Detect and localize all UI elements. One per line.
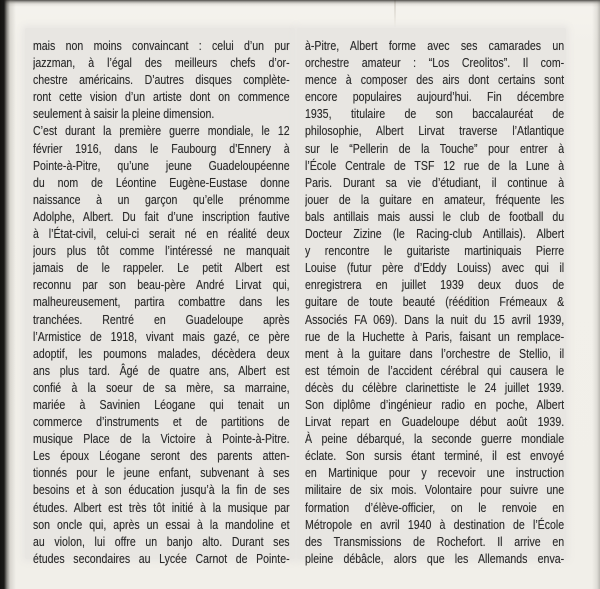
text-line: formation d’élève-officier, on le renvoie en — [305, 499, 565, 515]
scan-edge-right — [592, 0, 600, 589]
text-line: jouer de la guitare en amateur, fréquente les — [305, 191, 565, 207]
text-line: études secondaires au Lycée Carnot de Pointe- — [33, 550, 290, 566]
scan-scratch-artifact — [394, 0, 396, 28]
text-line: rue de la Huchette à Paris, faisant un remplace- — [305, 328, 565, 344]
text-column-left — [33, 37, 290, 567]
text-line: confié à la soeur de sa mère, sa marraine, — [33, 379, 290, 395]
text-line: à-Pitre, Albert forme avec ses camarades un — [305, 38, 565, 53]
text-line: au violon, lui offre un banjo alto. Durant ses — [33, 533, 290, 549]
text-line: son oncle qui, après un essai à la mandoline et — [33, 516, 290, 532]
text-line: mariée à Savinien Léogane qui tenait un — [33, 396, 290, 412]
text-line: mais non moins convaincant : celui d’un pur — [33, 38, 290, 53]
text-line: Les époux Léogane seront des parents atten- — [33, 448, 290, 464]
text-line: malheureusement, partira combattre dans les — [33, 294, 290, 310]
text-line: 1935, titulaire de son baccalauréat de — [305, 106, 565, 122]
text-line: Adolphe, Albert. Du fait d’une inscription fautive — [33, 208, 290, 224]
text-line: ans plus tard. Âgé de quatre ans, Albert est — [33, 362, 290, 378]
text-column-right — [305, 37, 564, 567]
text-line: y rencontre le guitariste martiniquais Pierre — [305, 243, 565, 259]
text-line: commerce d’instruments et de partitions de — [33, 414, 290, 430]
text-line: jazzman, à l’égal des meilleurs chefs d’or- — [33, 55, 290, 71]
text-line: tionnés pour le jeune enfant, subvenant à ses — [33, 465, 290, 481]
text-line: mence à composer des airs dont certains sont — [305, 72, 565, 88]
scan-edge-left — [0, 0, 16, 589]
text-line: des Transmissions de Rochefort. Il arrive en — [305, 533, 565, 549]
text-line: chestre américains. D’autres disques complète- — [33, 72, 290, 88]
text-line: orchestre amateur : “Los Creolitos”. Il com- — [305, 55, 565, 71]
text-line: Lirvat repart en Guadeloupe début août 1939. — [305, 414, 565, 430]
text-line: Associés FA 069). Dans la nuit du 15 avril 1939, — [305, 311, 565, 327]
text-line: Pointe-à-Pitre, qu’une jeune Guadeloupéenne — [33, 157, 290, 173]
text-line: Louise (futur père d’Eddy Louiss) avec qui il — [305, 260, 565, 276]
text-line: pleine débâcle, alors que les Allemands enva- — [305, 550, 565, 566]
text-line: adoptif, les poumons malades, décèdera deux — [33, 345, 290, 361]
text-line: février 1916, dans le Faubourg d’Ennery à — [33, 140, 290, 156]
scan-edge-top — [0, 0, 600, 7]
text-line: philosophie, Albert Lirvat traverse l’Atlantique — [305, 123, 565, 139]
text-line: enregistrera en juillet 1939 deux duos de — [305, 277, 565, 293]
text-line: musique Place de la Victoire à Pointe-à-Pitre. — [33, 431, 290, 447]
text-line: en Martinique pour y recevoir une instruction — [305, 465, 565, 481]
text-line: ment à la guitare dans l’orchestre de Stellio, il — [305, 345, 565, 361]
text-line: du nom de Léontine Eugène-Eustase donne — [33, 174, 290, 190]
text-line: C’est durant la première guerre mondiale, le 12 — [33, 123, 290, 139]
text-line: sur le “Pellerin de la Touche” pour entrer à — [305, 140, 565, 156]
text-line: bals antillais mais aussi le club de football du — [305, 208, 565, 224]
text-line: éclate. Son sursis étant terminé, il est envoyé — [305, 448, 565, 464]
text-line: ront cette vision d’un artiste dont on commence — [33, 89, 290, 105]
text-line: besoins et à son éducation jusqu’à la fin de ses — [33, 482, 290, 498]
text-line: l’École Centrale de TSF 12 rue de la Lune à — [305, 157, 565, 173]
text-line: décès du célèbre clarinettiste le 24 juillet 1939. — [305, 379, 565, 395]
text-line: l’Armistice de 1918, vivant mais gazé, ce père — [33, 328, 290, 344]
text-line: à l’État-civil, celui-ci serait né en réalité deux — [33, 226, 290, 242]
text-line: études. Albert est très tôt initié à la musique par — [33, 499, 290, 515]
text-line: naissance à un garçon qu’elle prénomme — [33, 191, 290, 207]
text-line: militaire de six mois. Volontaire pour suivre une — [305, 482, 565, 498]
text-line: Paris. Durant sa vie d’étudiant, il continue à — [305, 174, 565, 190]
text-line: Docteur Zizine (le Racing-club Antillais). Albert — [305, 226, 565, 242]
text-line: est témoin de l’accident cérébral qui causera le — [305, 362, 565, 378]
text-line: À peine débarqué, la seconde guerre mondiale — [305, 431, 565, 447]
text-line: Son diplôme d’ingénieur radio en poche, Albert — [305, 396, 565, 412]
text-line: guitare de toute beauté (réédition Frémeaux & — [305, 294, 565, 310]
text-line: jours plus tôt comme l’intéressé ne manquait — [33, 243, 290, 259]
text-line: seulement à saisir la pleine dimension. — [33, 106, 215, 122]
text-line: encore populaires aujourd’hui. Fin décembre — [305, 89, 565, 105]
text-line: Métropole en avril 1940 à destination de l’École — [305, 516, 565, 532]
text-line: tranchées. Rentré en Guadeloupe après — [33, 311, 290, 327]
text-line: jamais de le rappeler. Le petit Albert est — [33, 260, 290, 276]
text-line: reconnu par son beau-père André Lirvat qui, — [33, 277, 290, 293]
